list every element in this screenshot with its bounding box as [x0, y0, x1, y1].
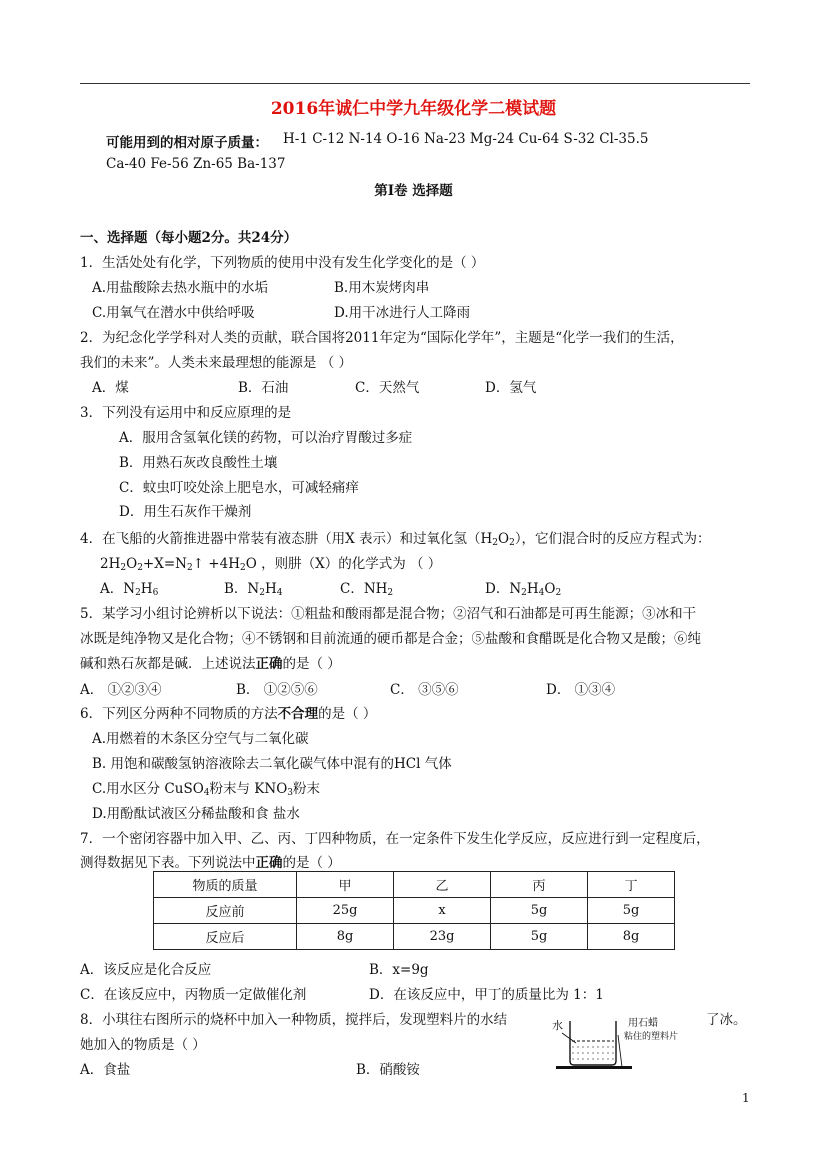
q7-option-c: C．在该反应中，丙物质一定做催化剂 [80, 987, 307, 1003]
q7-option-d: D．在该反应中，甲丁的质量比为 1：1 [369, 987, 604, 1003]
q6-option-d: D.用酚酞试液区分稀盐酸和食 盐水 [92, 806, 300, 822]
table-row [154, 898, 675, 924]
table-row [154, 924, 675, 950]
q4-option-a: A．$N_2H_6$ [100, 581, 159, 598]
table-cell: 5g [588, 898, 675, 924]
q1-option-c: C.用氧气在潜水中供给呼吸 [92, 305, 255, 321]
table-cell: 5g [491, 924, 588, 950]
q3-option-a: A．服用含氢氧化镁的药物，可以治疗胃酸过多症 [119, 430, 413, 446]
header-rule [80, 83, 750, 84]
beaker-outline [570, 1021, 616, 1065]
figure-label-wax: 用石蜡 [628, 1018, 658, 1029]
q2-option-a: A．煤 [92, 380, 129, 396]
q7-line1: 7．一个密闭容器中加入甲、乙、丙、丁四种物质，在一定条件下发生化学反应，反应进行到一定程度后， [80, 831, 710, 847]
q2-option-d: D．氢气 [485, 380, 537, 396]
table-header-cell: 物质的质量 [154, 872, 297, 898]
plastic-sheet [556, 1066, 632, 1069]
table-header-cell: 丙 [491, 872, 588, 898]
sheet-pointer-line [618, 1035, 622, 1067]
atomic-mass-line1: H-1 C-12 N-14 O-16 Na-23 Mg-24 Cu-64 S-32 Cl-35.5 [283, 131, 649, 147]
q5-line2: 冰既是纯净物又是化合物；④不锈钢和目前流通的硬币都是合金；⑤盐酸和食醋既是化合物又是酸；⑥纯 [80, 631, 701, 647]
table-cell: 8g [297, 924, 394, 950]
q1-stem: 1．生活处处有化学，下列物质的使用中没有发生化学变化的是（ ） [80, 255, 485, 271]
q8-line1-end: 了冰。 [706, 1012, 747, 1028]
section-heading: 一、选择题（每小题2分。共24分） [80, 230, 298, 246]
q4-option-b: B．$N_2H_4$ [224, 581, 283, 598]
q4-option-d: D．$N_2H_4O_2$ [485, 581, 562, 598]
q3-stem: 3．下列没有运用中和反应原理的是 [80, 405, 292, 421]
exam-title: 2016年诚仁中学九年级化学二模试题 [270, 99, 557, 119]
q3-option-d: D．用生石灰作干燥剂 [119, 504, 252, 520]
q2-option-b: B．石油 [238, 380, 289, 396]
table-cell: 5g [491, 898, 588, 924]
q6-option-b: B. 用饱和碳酸氢钠溶液除去二氧化碳气体中混有的HCl 气体 [92, 756, 452, 772]
table-cell: 8g [588, 924, 675, 950]
figure-label-water: 水 [552, 1019, 563, 1032]
q1-option-b: B.用木炭烤肉串 [334, 280, 430, 296]
q6-option-a: A.用燃着的木条区分空气与二氧化碳 [92, 731, 309, 747]
atomic-mass-label: 可能用到的相对原子质量： [106, 135, 268, 151]
q8-line1-start: 8．小琪往右图所示的烧杯中加入一种物质，搅拌后，发现塑料片的水结 [80, 1012, 508, 1028]
q5-option-b: B． ①②⑤⑥ [236, 682, 318, 698]
table-header-cell: 甲 [297, 872, 394, 898]
q4-option-c: C．$NH_2$ [340, 581, 394, 598]
q5-option-d: D． ①③④ [546, 682, 616, 698]
q8-line2: 她加入的物质是（ ） [80, 1037, 206, 1053]
q4-equation: $2H_2O_2+X=N_2↑ +4H_2O$ ，则肼（X）的化学式为 （ ） [100, 556, 442, 573]
table-cell: 23g [394, 924, 491, 950]
q7-option-a: A．该反应是化合反应 [80, 962, 212, 978]
table-header-cell: 乙 [394, 872, 491, 898]
table-cell: 反应后 [154, 924, 297, 950]
beaker-figure [548, 1011, 726, 1073]
q1-option-a: A.用盐酸除去热水瓶中的水垢 [92, 280, 269, 296]
water-pointer-line [562, 1033, 576, 1043]
figure-label-sheet: 粘住的塑料片 [624, 1032, 679, 1042]
q5-line1: 5．某学习小组讨论辨析以下说法：①粗盐和酸雨都是混合物；②沼气和石油都是可再生能源；③冰和干 [80, 606, 697, 622]
q4-stem: 4．在飞船的火箭推进器中常装有液态肼（用X 表示）和过氧化氢$(H_2O_2)$，它们混合时的反应方程式为： [80, 531, 711, 548]
volume-heading: 第Ⅰ卷 选择题 [374, 183, 453, 199]
q5-line3: 碱和熟石灰都是碱．上述说法正确的是（ ） [80, 656, 341, 672]
q2-option-c: C．天然气 [355, 380, 420, 396]
q7-option-b: B．x=9g [369, 962, 429, 978]
q3-option-c: C．蚊虫叮咬处涂上肥皂水，可减轻痛痒 [119, 480, 359, 496]
mass-data-table [153, 871, 675, 950]
table-header-cell: 丁 [588, 872, 675, 898]
q2-stem-line2: 我们的未来”。人类未来最理想的能源是 （ ） [80, 355, 352, 371]
q7-line2: 测得数据见下表。下列说法中正确的是（ ） [80, 855, 341, 871]
q6-stem: 6．下列区分两种不同物质的方法不合理的是（ ） [80, 706, 377, 722]
q3-option-b: B．用熟石灰改良酸性土壤 [119, 455, 278, 471]
table-header-row [154, 872, 675, 898]
atomic-mass-line2: Ca-40 Fe-56 Zn-65 Ba-137 [106, 156, 286, 172]
table-cell: 反应前 [154, 898, 297, 924]
table-cell: 25g [297, 898, 394, 924]
q8-option-a: A．食盐 [80, 1062, 131, 1078]
table-cell: x [394, 898, 491, 924]
q2-stem-line1: 2．为纪念化学学科对人类的贡献，联合国将2011年定为“国际化学年”，主题是“化学一我们的生活， [80, 330, 684, 346]
q8-option-b: B．硝酸铵 [356, 1062, 420, 1078]
q5-option-c: C． ③⑤⑥ [390, 682, 459, 698]
q6-option-c: C.用水区分 CuSO$_4$粉末与 $KNO_3$粉末 [92, 781, 321, 798]
page-number: 1 [742, 1091, 750, 1105]
q5-option-a: A． ①②③④ [80, 682, 162, 698]
q1-option-d: D.用干冰进行人工降雨 [334, 305, 471, 321]
